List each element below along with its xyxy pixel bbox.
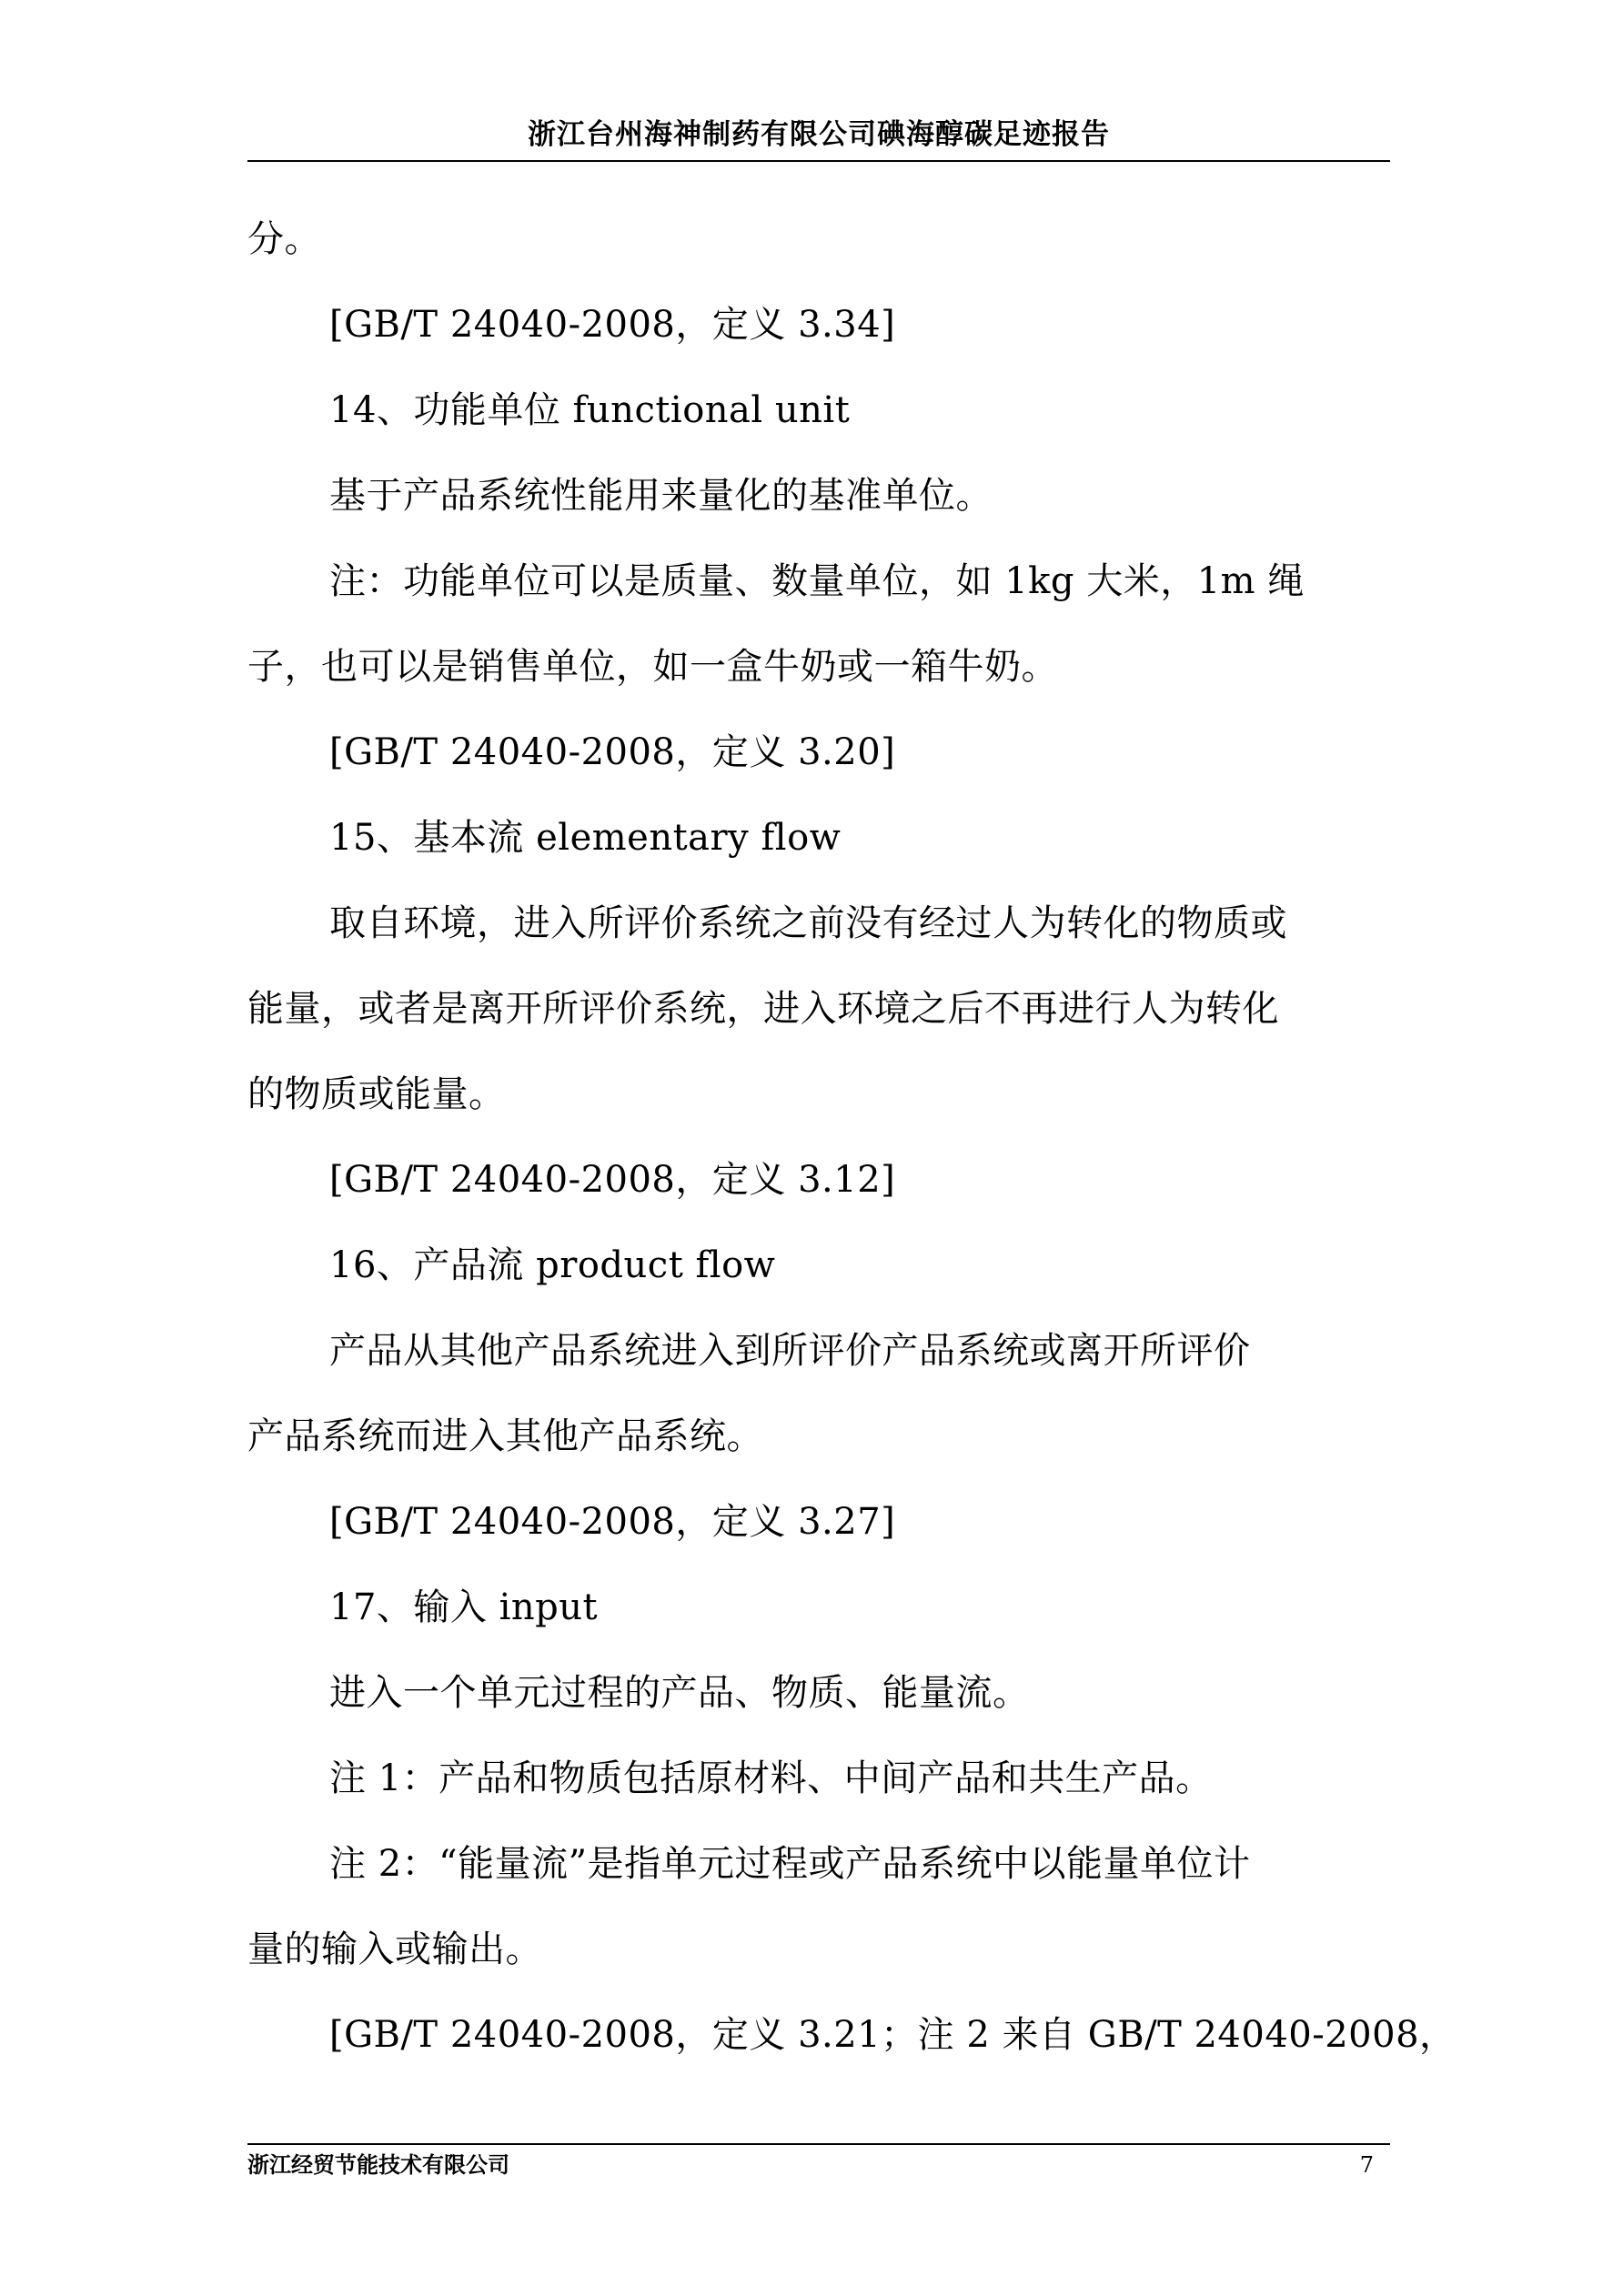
body-line: 量的输入或输出。 (247, 1928, 542, 1970)
body-line: 注 1：产品和物质包括原材料、中间产品和共生产品。 (329, 1757, 1213, 1799)
body-line: 取自环境，进入所评价系统之前没有经过人为转化的物质或 (329, 902, 1287, 944)
body-line: 产品系统而进入其他产品系统。 (247, 1415, 763, 1457)
body-line: [GB/T 24040-2008，定义 3.12] (329, 1159, 896, 1201)
section-heading-16: 16、产品流 product flow (329, 1244, 776, 1286)
body-line: 产品从其他产品系统进入到所评价产品系统或离开所评价 (329, 1330, 1251, 1372)
body-line: 基于产品系统性能用来量化的基准单位。 (329, 475, 993, 517)
body-line: [GB/T 24040-2008，定义 3.27] (329, 1501, 896, 1543)
body-line: 的物质或能量。 (247, 1073, 506, 1115)
page-header-title: 浙江台州海神制药有限公司碘海醇碳足迹报告 (528, 118, 1110, 151)
body-line: 子，也可以是销售单位，如一盒牛奶或一箱牛奶。 (247, 646, 1058, 688)
section-heading-15: 15、基本流 elementary flow (329, 817, 842, 859)
footer-divider (247, 2143, 1390, 2145)
body-line: [GB/T 24040-2008，定义 3.34] (329, 304, 896, 346)
body-line: 分。 (247, 218, 321, 260)
body-line: 注 2：“能量流”是指单元过程或产品系统中以能量单位计 (329, 1843, 1251, 1885)
document-body (247, 211, 1457, 2092)
body-line: 注：功能单位可以是质量、数量单位，如 1kg 大米，1m 绳 (329, 560, 1305, 602)
body-line: [GB/T 24040-2008，定义 3.21；注 2 来自 GB/T 24040-2008， (329, 2014, 1457, 2056)
section-heading-17: 17、输入 input (329, 1586, 599, 1628)
footer-company-name: 浙江经贸节能技术有限公司 (247, 2152, 509, 2178)
header-divider (247, 160, 1390, 162)
body-line: [GB/T 24040-2008，定义 3.20] (329, 731, 896, 773)
body-line: 进入一个单元过程的产品、物质、能量流。 (329, 1672, 1030, 1714)
body-line: 能量，或者是离开所评价系统，进入环境之后不再进行人为转化 (247, 988, 1279, 1030)
section-heading-14: 14、功能单位 functional unit (329, 389, 851, 431)
page-number: 7 (1359, 2152, 1374, 2178)
